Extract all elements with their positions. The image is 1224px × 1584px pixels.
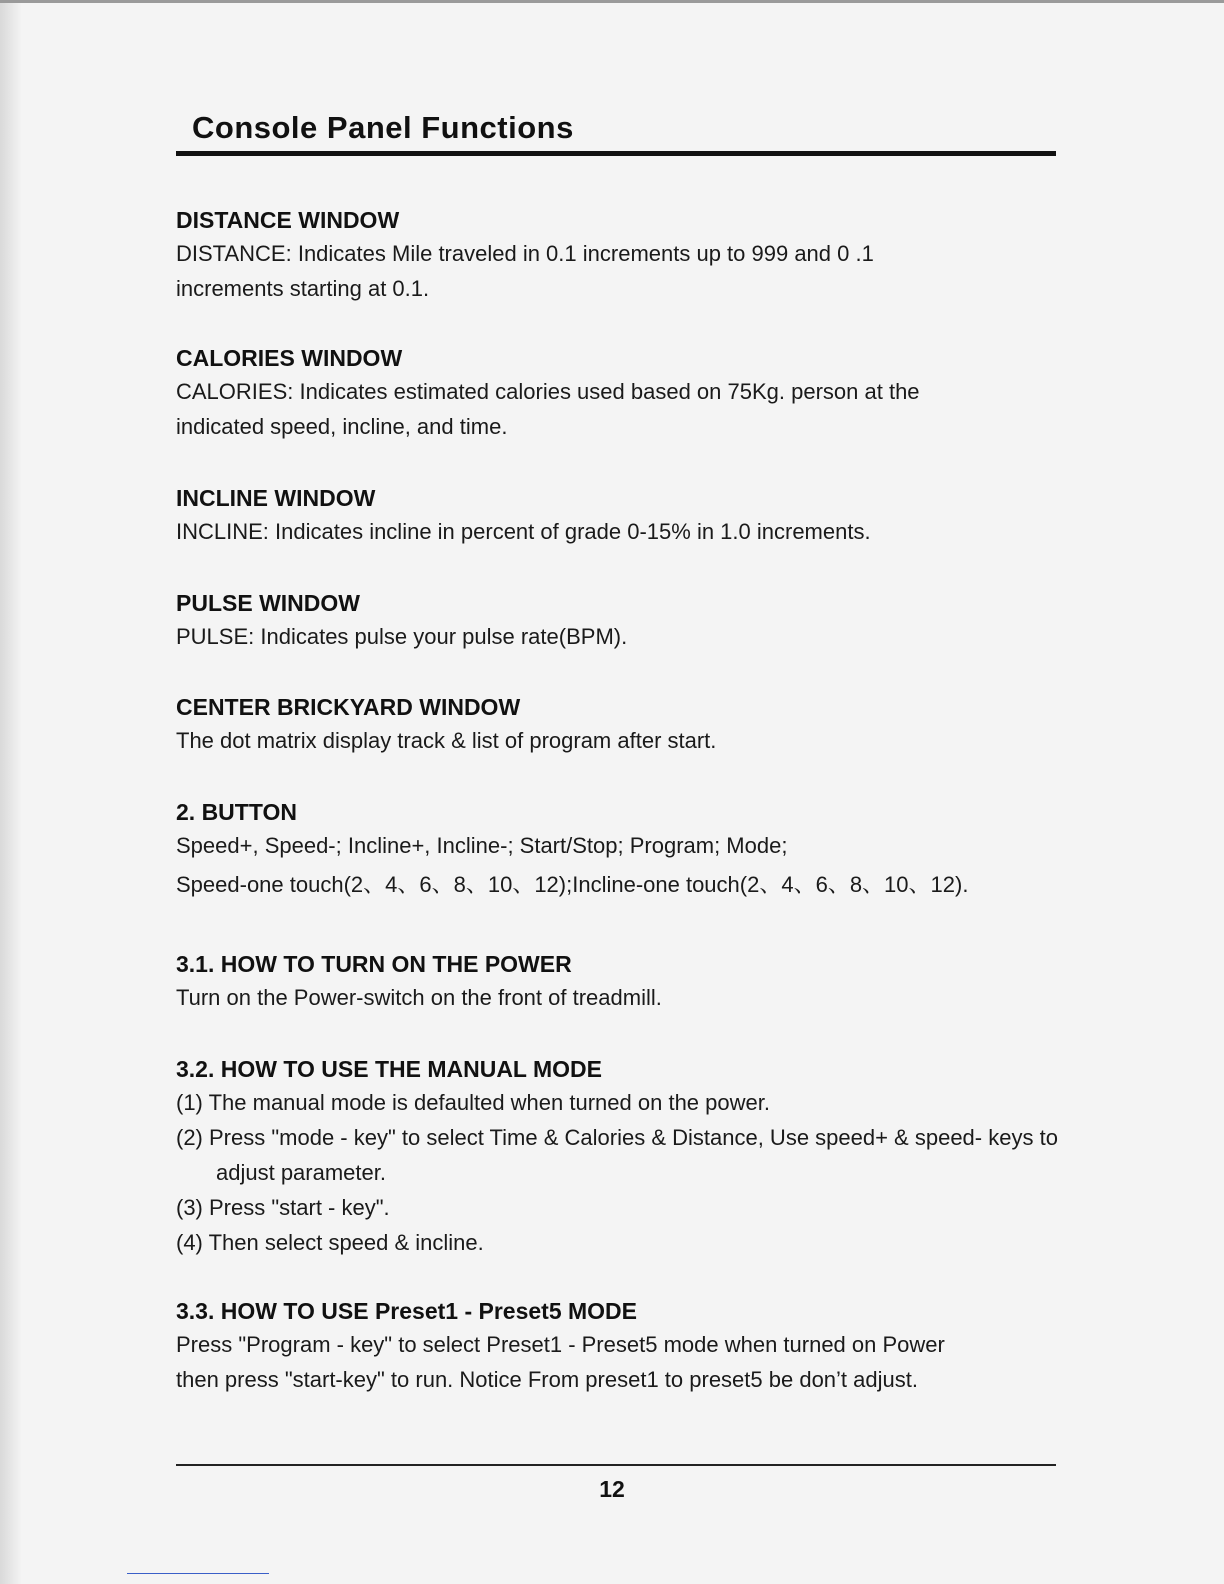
button-section bbox=[176, 796, 1066, 902]
page-title: Console Panel Functions bbox=[192, 110, 574, 145]
section-text: CALORIES: Indicates estimated calories used based on 75Kg. person at the bbox=[176, 379, 920, 404]
list-item: (1) The manual mode is defaulted when turned on the power. bbox=[176, 1090, 770, 1115]
distance-window-section bbox=[176, 204, 1066, 306]
incline-window-section bbox=[176, 482, 1066, 549]
brickyard-window-section bbox=[176, 691, 1066, 758]
section-heading: CENTER BRICKYARD WINDOW bbox=[176, 694, 521, 720]
section-text: The dot matrix display track & list of program after start. bbox=[176, 728, 717, 753]
section-heading: 2. BUTTON bbox=[176, 799, 297, 825]
power-section bbox=[176, 948, 1066, 1015]
section-heading: 3.3. HOW TO USE Preset1 - Preset5 MODE bbox=[176, 1298, 638, 1324]
section-heading: INCLINE WINDOW bbox=[176, 485, 376, 511]
list-item: (3) Press "start - key". bbox=[176, 1195, 390, 1220]
title-underline bbox=[176, 151, 1056, 156]
calories-window-section bbox=[176, 342, 1066, 444]
list-item: (2) Press "mode - key" to select Time & Calories & Distance, Use speed+ & speed- keys to adjust parameter. bbox=[176, 1125, 1058, 1185]
section-heading: DISTANCE WINDOW bbox=[176, 207, 400, 233]
section-text: Speed+, Speed-; Incline+, Incline-; Start/Stop; Program; Mode; bbox=[176, 833, 788, 858]
section-text: DISTANCE: Indicates Mile traveled in 0.1 increments up to 999 and 0 .1 bbox=[176, 241, 874, 266]
section-text: Speed-one touch(2、4、6、8、10、12);Incline-one touch(2、4、6、8、10、12). bbox=[176, 872, 969, 897]
section-heading: PULSE WINDOW bbox=[176, 590, 360, 616]
section-text: increments starting at 0.1. bbox=[176, 276, 430, 301]
page-number: 12 bbox=[599, 1476, 625, 1502]
section-text: Turn on the Power-switch on the front of treadmill. bbox=[176, 985, 662, 1010]
section-heading: CALORIES WINDOW bbox=[176, 345, 403, 371]
section-text: INCLINE: Indicates incline in percent of grade 0-15% in 1.0 increments. bbox=[176, 519, 871, 544]
preset-mode-section bbox=[176, 1295, 1066, 1397]
manual-mode-section bbox=[176, 1053, 1066, 1260]
top-edge-rule bbox=[0, 0, 1224, 3]
section-text: then press "start-key" to run. Notice From preset1 to preset5 be don’t adjust. bbox=[176, 1367, 918, 1392]
section-heading: 3.2. HOW TO USE THE MANUAL MODE bbox=[176, 1056, 602, 1082]
section-text: PULSE: Indicates pulse your pulse rate(BPM). bbox=[176, 624, 628, 649]
bottom-edge-mark bbox=[127, 1573, 269, 1574]
footer-rule bbox=[176, 1464, 1056, 1466]
section-text: Press "Program - key" to select Preset1 - Preset5 mode when turned on Power bbox=[176, 1332, 945, 1357]
list-item: (4) Then select speed & incline. bbox=[176, 1230, 484, 1255]
section-heading: 3.1. HOW TO TURN ON THE POWER bbox=[176, 951, 572, 977]
section-text: indicated speed, incline, and time. bbox=[176, 414, 508, 439]
pulse-window-section bbox=[176, 587, 1066, 654]
page-edge-shadow bbox=[0, 0, 22, 1584]
